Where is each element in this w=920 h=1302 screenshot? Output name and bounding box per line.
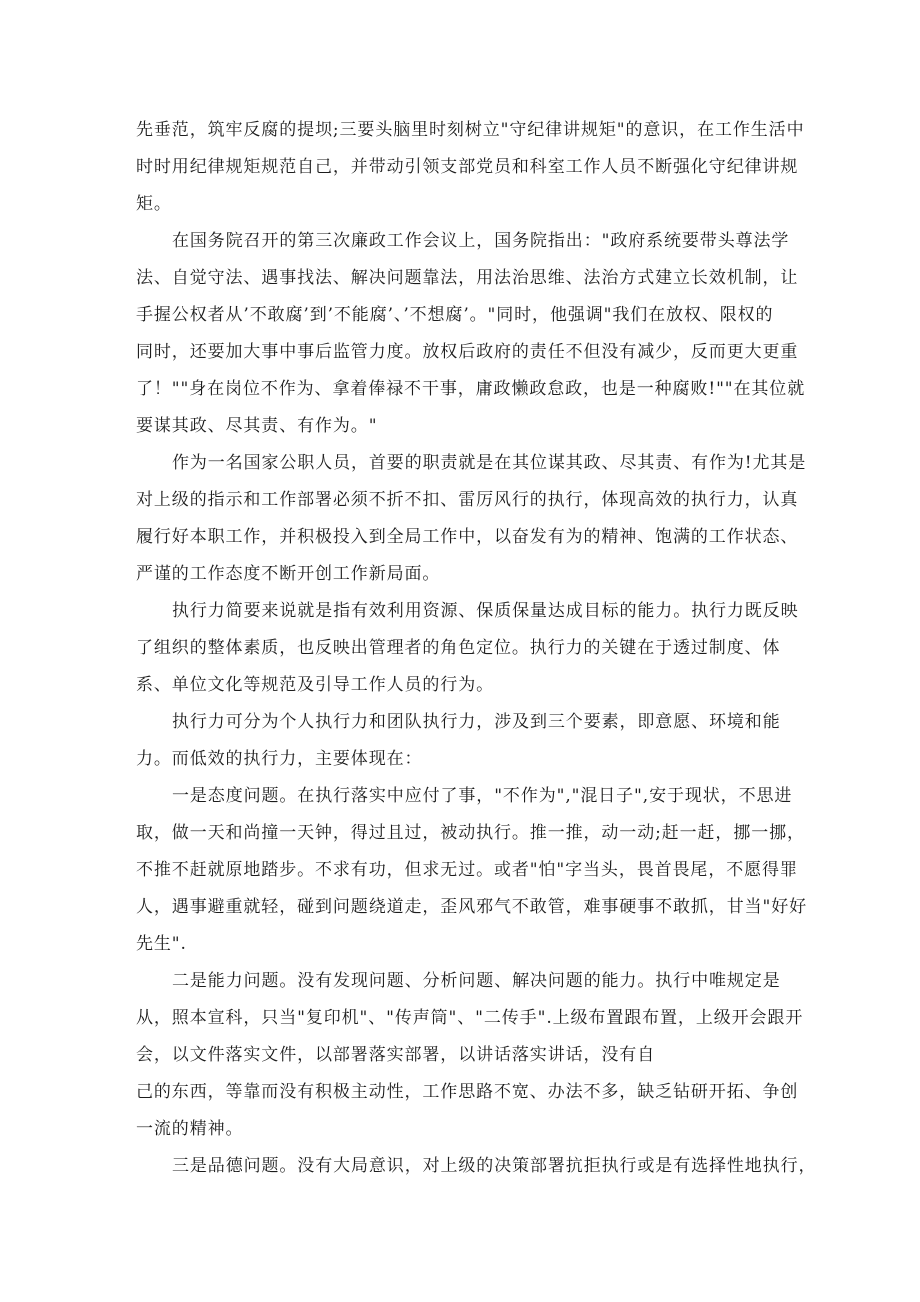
body-text-line: 严谨的工作态度不断开创工作新局面。: [136, 564, 441, 584]
body-text-line: 先垂范，筑牢反腐的提坝;三要头脑里时刻树立"守纪律讲规矩"的意识，在工作生活中: [136, 120, 805, 140]
body-text-line: 一流的精神。: [136, 1119, 244, 1139]
paragraph-first-line: 执行力简要来说就是指有效利用资源、保质保量达成目标的能力。执行力既反映: [172, 601, 799, 621]
body-text-line: 手握公权者从’不敢腐’到’不能腐’、’不想腐’。"同时，他强调"我们在放权、限权的: [136, 305, 774, 325]
body-text-line: 矩。: [136, 194, 172, 214]
body-text-line: 会，以文件落实文件，以部署落实部署，以讲话落实讲话，没有自: [136, 1045, 656, 1065]
paragraph-first-line: 执行力可分为个人执行力和团队执行力，涉及到三个要素，即意愿、环境和能: [172, 712, 781, 732]
body-text-line: 要谋其政、尽其责、有作为。": [136, 416, 378, 436]
body-text-line: 先生".: [136, 934, 187, 954]
body-text-line: 不推不赶就原地踏步。不求有功，但求无过。或者"怕"字当头，畏首畏尾，不愿得罪: [136, 860, 798, 880]
body-text-line: 法、自觉守法、遇事找法、解决问题靠法，用法治思维、法治方式建立长效机制，让: [136, 268, 799, 288]
paragraph-first-line: 在国务院召开的第三次廉政工作会议上，国务院指出："政府系统要带头尊法学: [172, 231, 790, 251]
paragraph-first-line: 三是品德问题。没有大局意识，对上级的决策部署抗拒执行或是有选择性地执行，: [172, 1156, 817, 1176]
body-text-line: 己的东西，等靠而没有积极主动性，工作思路不宽、办法不多，缺乏钻研开拓、争创: [136, 1082, 799, 1102]
body-text-line: 了组织的整体素质，也反映出管理者的角色定位。执行力的关键在于透过制度、体: [136, 638, 781, 658]
body-text-line: 履行好本职工作，并积极投入到全局工作中，以奋发有为的精神、饱满的工作状态、: [136, 527, 799, 547]
body-text-line: 对上级的指示和工作部署必须不折不扣、雷厉风行的执行，体现高效的执行力，认真: [136, 490, 799, 510]
paragraph-first-line: 一是态度问题。在执行落实中应付了事，"不作为","混日子",安于现状，不思进: [172, 786, 793, 806]
paragraph-first-line: 二是能力问题。没有发现问题、分析问题、解决问题的能力。执行中唯规定是: [172, 971, 781, 991]
body-text-line: 从，照本宣科，只当"复印机"、"传声筒"、"二传手".上级布置跟布置，上级开会跟开: [136, 1008, 804, 1028]
body-text-line: 力。而低效的执行力，主要体现在：: [136, 749, 423, 769]
body-text-line: 取，做一天和尚撞一天钟，得过且过，被动执行。推一推，动一动;赶一赶，挪一挪，: [136, 823, 805, 843]
paragraph-first-line: 作为一名国家公职人员，首要的职责就是在其位谋其政、尽其责、有作为!尤其是: [172, 453, 807, 473]
body-text-line: 时时用纪律规矩规范自己，并带动引领支部党员和科室工作人员不断强化守纪律讲规: [136, 157, 799, 177]
body-text-line: 了！""身在岗位不作为、拿着俸禄不干事，庸政懒政怠政，也是一种腐败!""在其位就: [136, 379, 806, 399]
body-text-line: 同时，还要加大事中事后监管力度。放权后政府的责任不但没有减少，反而更大更重: [136, 342, 799, 362]
body-text-line: 人，遇事避重就轻，碰到问题绕道走，歪风邪气不敢管，难事硬事不敢抓，甘当"好好: [136, 897, 808, 917]
body-text-line: 系、单位文化等规范及引导工作人员的行为。: [136, 675, 494, 695]
